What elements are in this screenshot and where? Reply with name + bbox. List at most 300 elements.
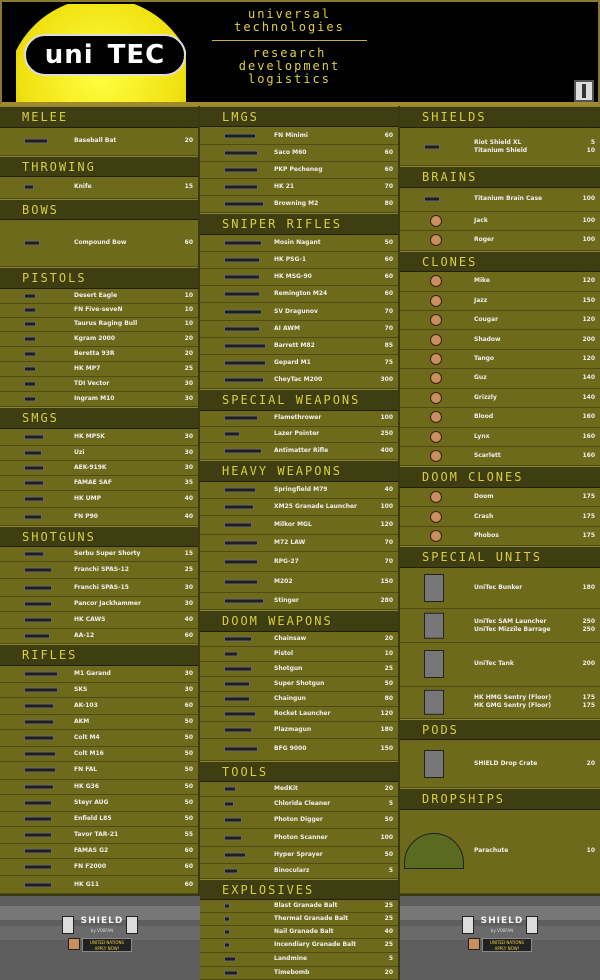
item-row[interactable] — [200, 913, 398, 926]
item-name: Colt M4 — [74, 734, 100, 742]
item-row[interactable] — [0, 429, 198, 446]
item-row[interactable] — [400, 128, 600, 167]
item-row[interactable] — [0, 812, 198, 827]
item-name: Compound Bow — [74, 239, 127, 247]
item-row[interactable] — [400, 527, 600, 546]
item-name: Super Shotgun — [274, 680, 325, 687]
item-price: 60 — [184, 631, 193, 639]
item-price: 120 — [582, 316, 595, 324]
face-icon — [430, 334, 442, 346]
item-row[interactable] — [0, 128, 198, 156]
item-price: 60 — [184, 863, 193, 871]
parachute-icon — [404, 833, 464, 869]
item-row[interactable] — [200, 179, 398, 196]
sniper-icon — [224, 326, 260, 331]
logo-pill — [24, 34, 186, 76]
item-row[interactable] — [200, 427, 398, 443]
item-name: Jazz — [474, 296, 488, 304]
item-name: AEK-919K — [74, 464, 107, 472]
launcher-icon — [224, 523, 252, 528]
item-name: Chainsaw — [274, 634, 307, 642]
item-name: Pancor Jackhammer — [74, 599, 141, 607]
pistol-icon — [24, 308, 36, 313]
item-name: Phobos — [474, 532, 499, 540]
item-price: 20 — [586, 759, 595, 767]
item-name: FN Minimi — [274, 131, 308, 139]
item-price: 70 — [384, 539, 393, 547]
section-title-shotguns: SHOTGUNS — [0, 526, 198, 548]
rifle-icon — [24, 865, 52, 870]
item-row[interactable] — [0, 476, 198, 491]
shield-ad-left[interactable] — [0, 894, 200, 980]
item-row[interactable] — [0, 579, 198, 596]
item-row[interactable] — [200, 269, 398, 286]
ad-badge-line: APPLY NOW! — [94, 946, 120, 951]
brain-case-icon — [424, 197, 440, 202]
item-row[interactable] — [0, 304, 198, 318]
item-price: 100 — [582, 195, 595, 203]
item-row[interactable] — [0, 844, 198, 859]
item-price: 85 — [384, 341, 393, 349]
pistol-icon — [24, 367, 36, 372]
item-row[interactable] — [200, 953, 398, 967]
item-name: Scarlett — [474, 452, 501, 460]
item-row[interactable] — [0, 715, 198, 730]
item-row[interactable] — [0, 318, 198, 332]
section-title-rifles: RIFLES — [0, 644, 198, 666]
item-price: 60 — [184, 701, 193, 709]
flamethrower-icon — [224, 416, 258, 421]
face-icon — [430, 431, 442, 443]
tank-icon — [424, 650, 444, 678]
pistol-icon — [24, 382, 36, 387]
section-title-doom-clones: DOOM CLONES — [400, 466, 600, 488]
item-price: 30 — [184, 583, 193, 591]
item-price: 30 — [184, 380, 193, 388]
item-name: BFG 9000 — [274, 745, 307, 753]
item-price: 20 — [384, 634, 393, 642]
item-price: 10 — [184, 320, 193, 328]
item-row[interactable] — [0, 859, 198, 876]
item-price: 20 — [184, 137, 193, 144]
item-row[interactable] — [200, 162, 398, 179]
item-name: Enfield L85 — [74, 814, 112, 822]
item-name: Binocularz — [274, 866, 310, 874]
sniper-icon — [224, 343, 266, 348]
item-row[interactable] — [0, 876, 198, 893]
item-price: 50 — [184, 766, 193, 774]
item-row[interactable] — [400, 643, 600, 686]
item-price: 175 — [582, 493, 595, 501]
item-price: 10 — [184, 291, 193, 299]
item-price: 5 — [388, 800, 393, 808]
face-icon — [430, 295, 442, 307]
ad-badge[interactable] — [482, 938, 532, 952]
item-price: 300 — [380, 376, 393, 384]
item-price: 150 — [380, 578, 393, 586]
item-price: 80 — [384, 200, 393, 208]
item-name: Beretta 93R — [74, 350, 115, 358]
item-row[interactable] — [200, 926, 398, 939]
item-name: HK UMP — [74, 495, 101, 503]
shotgun-icon — [24, 552, 44, 557]
item-row[interactable] — [400, 507, 600, 526]
item-name: SHIELD Drop Crate — [474, 759, 538, 767]
item-row[interactable] — [200, 355, 398, 372]
brand-line: technologies — [234, 20, 345, 34]
sniper-icon — [224, 258, 260, 263]
item-row[interactable] — [0, 597, 198, 612]
item-name: M1 Garand — [74, 669, 111, 677]
item-name: Riot Shield XL Titanium Shield — [474, 138, 528, 154]
item-price: 60 — [184, 239, 193, 247]
item-name: Roger — [474, 236, 495, 244]
item-price: 160 — [582, 413, 595, 421]
item-row[interactable] — [200, 707, 398, 722]
item-row[interactable] — [0, 747, 198, 762]
item-row[interactable] — [200, 739, 398, 760]
item-row[interactable] — [0, 377, 198, 392]
item-price: 70 — [384, 183, 393, 191]
item-row[interactable] — [400, 212, 600, 231]
item-row[interactable] — [400, 311, 600, 330]
shotgun-icon — [24, 633, 50, 638]
item-name: Remington M24 — [274, 290, 328, 298]
item-row[interactable] — [400, 330, 600, 349]
item-row[interactable] — [400, 369, 600, 388]
brand-line: development — [238, 59, 341, 73]
face-icon — [430, 411, 442, 423]
item-row[interactable] — [0, 762, 198, 779]
item-row[interactable] — [400, 428, 600, 447]
item-name: Shadow — [474, 335, 501, 343]
item-row[interactable] — [200, 967, 398, 980]
item-row[interactable] — [200, 443, 398, 460]
item-row[interactable] — [400, 447, 600, 466]
laser-icon — [224, 432, 240, 437]
section-title-tools: TOOLS — [200, 761, 398, 782]
face-icon — [430, 392, 442, 404]
item-name: Ingram M10 — [74, 395, 115, 403]
item-price: 40 — [184, 512, 193, 520]
item-row[interactable] — [400, 389, 600, 408]
item-row[interactable] — [200, 677, 398, 692]
item-row[interactable] — [200, 782, 398, 797]
item-price: 160 — [582, 432, 595, 440]
shotgun-icon — [24, 601, 52, 606]
face-icon — [430, 353, 442, 365]
item-row[interactable] — [200, 864, 398, 879]
item-row[interactable] — [400, 568, 600, 609]
item-price: 120 — [582, 277, 595, 285]
item-price: 25 — [184, 566, 193, 574]
section-title-smgs: SMGS — [0, 407, 198, 429]
item-price: 50 — [384, 680, 393, 687]
item-price: 100 — [582, 236, 595, 244]
item-name: Nail Granade Balt — [274, 927, 334, 935]
launcher-icon — [224, 580, 258, 585]
cleaner-icon — [224, 802, 234, 807]
item-name: Cougar — [474, 316, 499, 324]
item-row[interactable] — [0, 666, 198, 683]
ad-subtitle: by VOXFAN — [90, 928, 114, 933]
item-row[interactable] — [200, 662, 398, 677]
item-row[interactable] — [200, 482, 398, 499]
item-row[interactable] — [200, 235, 398, 252]
item-row[interactable] — [200, 303, 398, 320]
ad-badge[interactable] — [82, 938, 132, 952]
bfg-icon — [224, 747, 258, 752]
rifle-icon — [24, 752, 56, 757]
item-name: XM25 Granade Launcher — [274, 502, 358, 510]
item-price: 30 — [184, 669, 193, 677]
face-icon — [430, 372, 442, 384]
item-name: Franchi SPAS-15 — [74, 583, 129, 591]
item-row[interactable] — [400, 740, 600, 787]
launcher-icon — [224, 712, 256, 717]
unitec-logo — [16, 4, 186, 102]
item-row[interactable] — [0, 629, 198, 644]
ad-badge-line: UNITED NATIONS — [489, 940, 525, 945]
item-row[interactable] — [200, 516, 398, 535]
item-price: 100 — [582, 216, 595, 224]
rifle-icon — [24, 720, 54, 725]
item-price: 175 — [582, 532, 595, 540]
item-row[interactable] — [0, 347, 198, 362]
item-row[interactable] — [200, 812, 398, 829]
item-row[interactable] — [400, 687, 600, 719]
item-price: 5 10 — [586, 138, 595, 154]
item-row[interactable] — [0, 289, 198, 304]
item-row[interactable] — [0, 795, 198, 812]
item-row[interactable] — [0, 177, 198, 199]
rifle-icon — [24, 882, 52, 887]
item-name: HK PSG-1 — [274, 256, 307, 264]
rifle-icon — [24, 784, 54, 789]
ad-badge-line: UNITED NATIONS — [89, 940, 125, 945]
rifle-icon — [24, 800, 52, 805]
bat-icon — [24, 139, 48, 144]
header — [0, 0, 600, 106]
item-name: HK G36 — [74, 782, 100, 790]
item-price: 50 — [184, 734, 193, 742]
item-price: 50 — [184, 718, 193, 726]
item-row[interactable] — [200, 572, 398, 593]
item-row[interactable] — [200, 847, 398, 864]
item-row[interactable] — [400, 350, 600, 369]
rifle-icon — [24, 768, 56, 773]
launcher-icon — [224, 541, 258, 546]
item-row[interactable] — [200, 411, 398, 427]
item-row[interactable] — [200, 127, 398, 144]
column-left — [0, 106, 200, 894]
shield-icon[interactable] — [574, 80, 594, 102]
item-row[interactable] — [200, 593, 398, 610]
item-price: 160 — [582, 452, 595, 460]
item-name: Tavor TAR-21 — [74, 831, 119, 839]
item-price: 50 — [384, 816, 393, 824]
item-row[interactable] — [200, 252, 398, 269]
item-row[interactable] — [200, 372, 398, 389]
item-name: Uzi — [74, 449, 85, 457]
item-price: 120 — [380, 710, 393, 718]
item-name: Titanium Brain Case — [474, 195, 543, 203]
item-row[interactable] — [0, 362, 198, 377]
item-row[interactable] — [0, 461, 198, 476]
item-row[interactable] — [0, 392, 198, 407]
item-row[interactable] — [200, 632, 398, 647]
item-name: Mike — [474, 277, 490, 285]
brand-text — [202, 8, 377, 86]
item-name: Blood — [474, 413, 494, 421]
item-row[interactable] — [400, 488, 600, 507]
column-middle — [200, 106, 400, 980]
item-name: Rocket Launcher — [274, 710, 331, 718]
item-row[interactable] — [200, 722, 398, 739]
item-row[interactable] — [400, 188, 600, 212]
item-price: 25 — [384, 915, 393, 923]
item-price: 55 — [184, 831, 193, 839]
item-row[interactable] — [400, 810, 600, 894]
section-title-special-units: SPECIAL UNITS — [400, 546, 600, 568]
item-row[interactable] — [400, 609, 600, 644]
item-row[interactable] — [0, 730, 198, 747]
item-row[interactable] — [200, 939, 398, 953]
item-price: 30 — [184, 395, 193, 403]
item-name: Incendiary Granade Balt — [274, 941, 357, 949]
digger-icon — [224, 818, 242, 823]
item-row[interactable] — [0, 562, 198, 579]
item-row[interactable] — [0, 332, 198, 347]
item-price: 25 — [384, 941, 393, 949]
item-row[interactable] — [200, 797, 398, 812]
item-row[interactable] — [0, 220, 198, 267]
item-name: Thermal Granade Balt — [274, 915, 349, 923]
item-row[interactable] — [200, 196, 398, 213]
shield-icon — [424, 144, 440, 149]
binoculars-icon — [224, 868, 238, 873]
face-icon — [430, 491, 442, 503]
bunker-icon — [424, 574, 444, 602]
item-row[interactable] — [200, 692, 398, 707]
item-row[interactable] — [400, 272, 600, 291]
item-name: Saco M60 — [274, 148, 307, 156]
section-title-clones: CLONES — [400, 251, 600, 273]
shotgun-icon — [224, 666, 252, 671]
scanner-icon — [224, 835, 242, 840]
item-row[interactable] — [200, 338, 398, 355]
shotgun-icon — [24, 617, 52, 622]
item-name: Franchi SPAS-12 — [74, 566, 129, 574]
item-row[interactable] — [200, 535, 398, 552]
item-row[interactable] — [400, 231, 600, 250]
knife-icon — [24, 185, 34, 190]
item-price: 50 — [384, 238, 393, 246]
item-name: HK 21 — [274, 183, 295, 191]
item-row[interactable] — [0, 612, 198, 629]
item-name: CheyTac M200 — [274, 376, 323, 384]
item-name: Doom — [474, 493, 494, 501]
grenade-icon — [224, 943, 230, 948]
item-price: 35 — [184, 479, 193, 487]
item-name: PKP Pecheneg — [274, 165, 323, 173]
pistol-icon — [24, 397, 36, 402]
item-row[interactable] — [200, 499, 398, 516]
item-name: Browning M2 — [274, 200, 319, 208]
item-name: AI AWM — [274, 324, 300, 332]
rifle-icon — [24, 736, 54, 741]
plasma-icon — [224, 728, 252, 733]
item-price: 180 — [380, 726, 393, 734]
lmg-icon — [224, 133, 256, 138]
grenade-icon — [224, 929, 230, 934]
launcher-icon — [224, 559, 258, 564]
item-price: 75 — [384, 359, 393, 367]
item-price: 5 — [388, 866, 393, 874]
landmine-icon — [224, 957, 236, 962]
item-price: 50 — [184, 782, 193, 790]
item-row[interactable] — [200, 829, 398, 846]
item-name: Landmine — [274, 955, 308, 963]
item-row[interactable] — [200, 145, 398, 162]
item-name: Gepard M1 — [274, 359, 311, 367]
item-price: 175 — [582, 512, 595, 520]
item-price: 25 — [384, 902, 393, 910]
item-row[interactable] — [0, 508, 198, 525]
item-name: Tango — [474, 355, 495, 363]
item-price: 400 — [380, 447, 393, 455]
pistol-icon — [24, 293, 36, 298]
item-row[interactable] — [200, 647, 398, 662]
launcher-icon — [224, 599, 264, 604]
item-name: Baseball Bat — [74, 137, 117, 144]
item-row[interactable] — [0, 698, 198, 715]
shield-ad-right[interactable] — [400, 894, 600, 980]
soldier-icon — [68, 938, 80, 950]
brand-line: research — [252, 46, 327, 60]
item-row[interactable] — [0, 446, 198, 461]
item-price: 140 — [582, 374, 595, 382]
item-row[interactable] — [200, 286, 398, 303]
item-name: Springfield M79 — [274, 485, 328, 493]
timebomb-icon — [224, 970, 238, 975]
section-title-doom-weapons: DOOM WEAPONS — [200, 610, 398, 631]
rifle-icon — [24, 816, 52, 821]
item-row[interactable] — [400, 292, 600, 311]
item-row[interactable] — [200, 321, 398, 338]
section-title-sniper-rifles: SNIPER RIFLES — [200, 213, 398, 234]
pistol-icon — [24, 352, 36, 357]
section-title-dropships: DROPSHIPS — [400, 788, 600, 810]
item-price: 20 — [384, 968, 393, 976]
item-price: 70 — [384, 307, 393, 315]
item-price: 120 — [582, 355, 595, 363]
ad-title: SHIELD — [80, 916, 124, 926]
launcher-icon — [224, 504, 254, 509]
item-row[interactable] — [200, 900, 398, 913]
item-price: 50 — [184, 750, 193, 758]
face-icon — [430, 511, 442, 523]
item-price: 100 — [380, 833, 393, 841]
section-title-special-weapons: SPECIAL WEAPONS — [200, 389, 398, 410]
item-row[interactable] — [0, 827, 198, 844]
item-row[interactable] — [400, 408, 600, 427]
item-row[interactable] — [0, 491, 198, 508]
item-row[interactable] — [0, 780, 198, 795]
item-row[interactable] — [0, 683, 198, 698]
item-row[interactable] — [200, 552, 398, 571]
item-row[interactable] — [0, 547, 198, 562]
